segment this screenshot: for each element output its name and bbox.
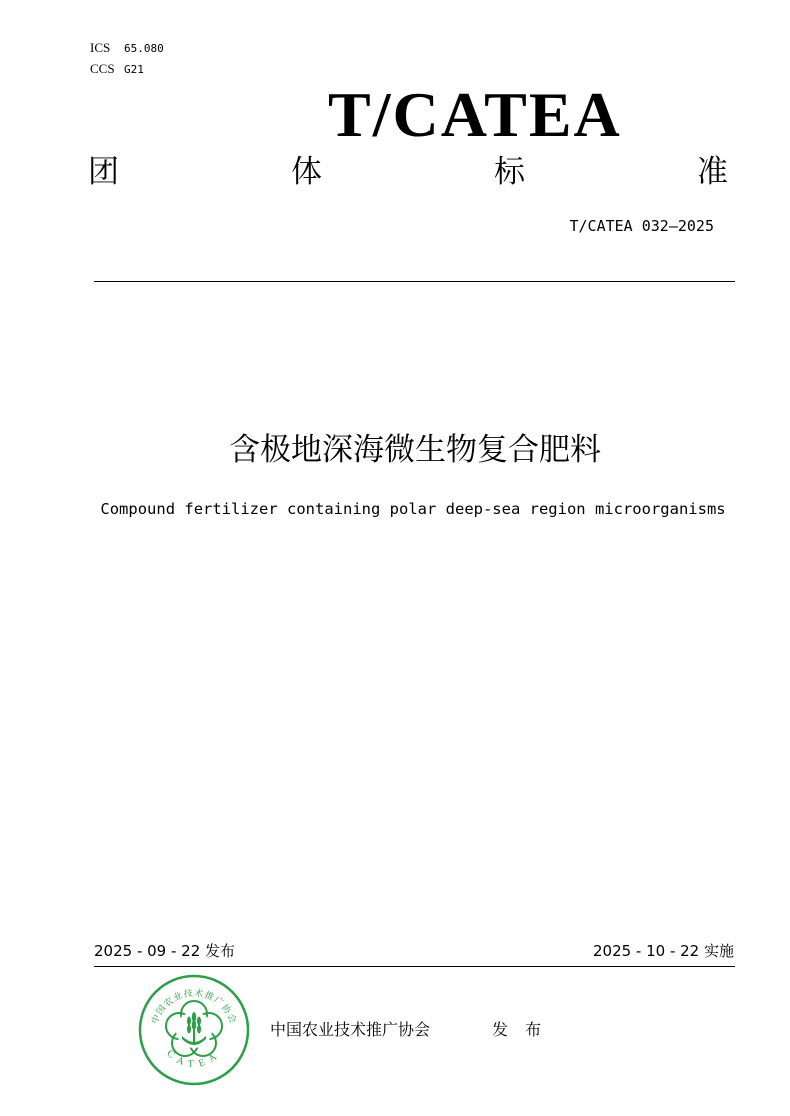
release-date: 2025 - 09 - 22 发布 [94, 942, 236, 960]
standard-type-char: 团 [88, 154, 119, 190]
catea-logo-icon [138, 974, 250, 1086]
brand-title: T/CATEA [328, 79, 622, 150]
logo-text-bottom: CATEA [164, 1047, 224, 1070]
standard-type-char: 体 [291, 154, 322, 190]
implementation-date: 2025 - 10 - 22 实施 [592, 942, 734, 960]
standard-number: T/CATEA 032—2025 [569, 217, 714, 235]
publish-label: 发 布 [492, 1020, 548, 1039]
standard-type-char: 准 [697, 154, 728, 190]
ics-line [90, 38, 164, 59]
ics-value: 65.080 [124, 42, 164, 55]
standard-type-char: 标 [494, 154, 525, 190]
title-english: Compound fertilizer containing polar deep-sea region microorganisms [100, 500, 726, 518]
ccs-label: CCS [90, 61, 115, 76]
ics-label: ICS [90, 40, 111, 55]
logo-text-top: 中国农业技术推广协会 [150, 988, 238, 1026]
ccs-line [90, 59, 164, 80]
standard-type [88, 150, 728, 194]
ccs-value: G21 [124, 63, 144, 76]
classification-codes [90, 38, 164, 80]
title-chinese: 含极地深海微生物复合肥料 [229, 432, 601, 468]
catea-logo [138, 974, 250, 1086]
top-divider [94, 281, 735, 282]
publisher-org: 中国农业技术推广协会 [270, 1020, 431, 1039]
bottom-divider [94, 966, 735, 967]
